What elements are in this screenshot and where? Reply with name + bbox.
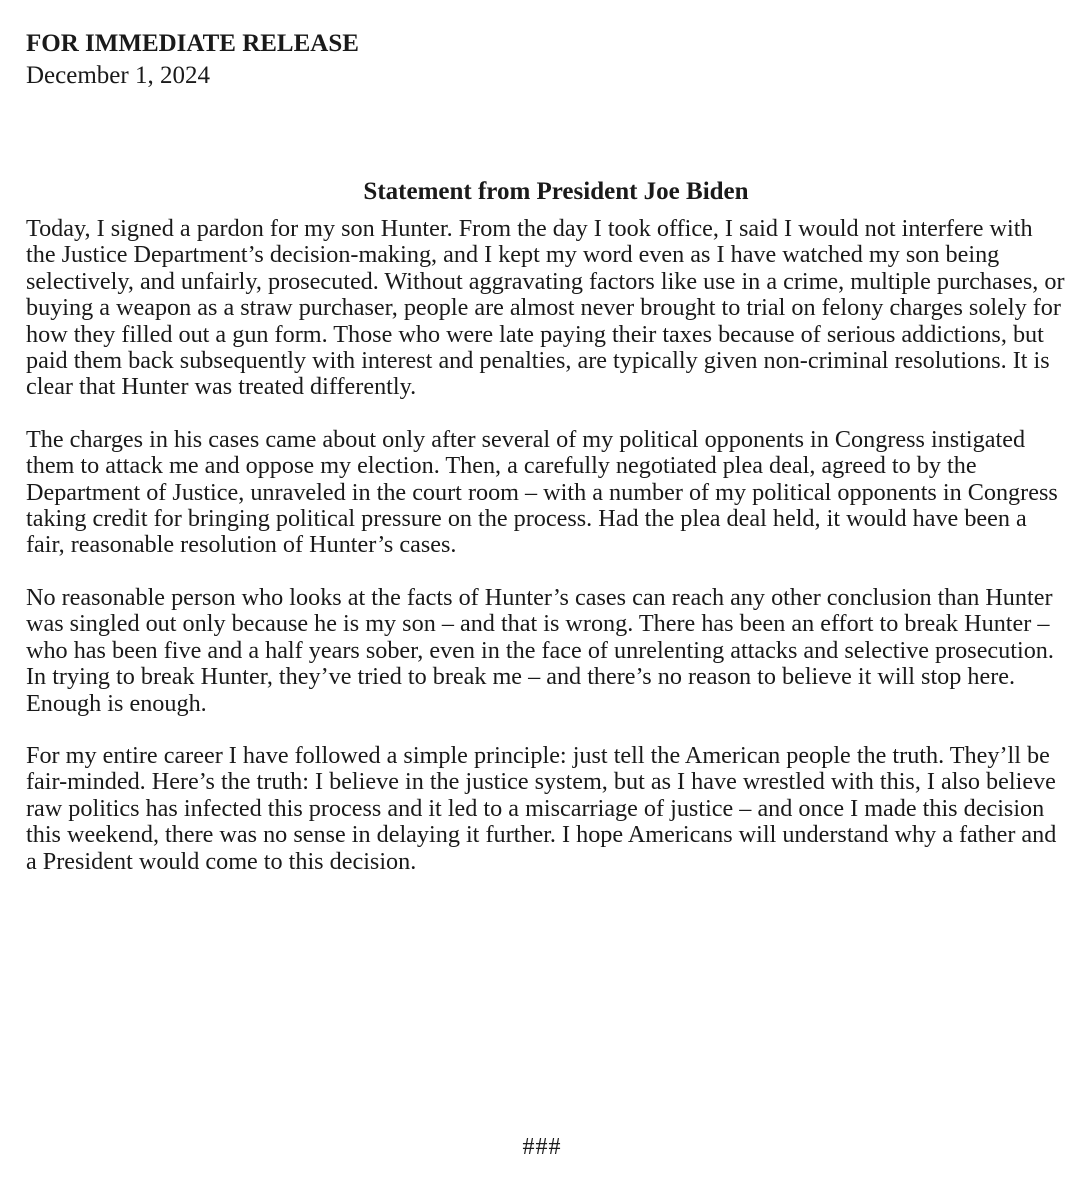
statement-paragraph-1: Today, I signed a pardon for my son Hunter. From the day I took office, I said I would not interfere with the Justice Department’s decision-making, and I kept my word even as I have watched my son being selectively, and unfairly, prosecuted. Without aggravating factors like use in a crime, multiple purchases, or buying a weapon as a straw purchaser, people are almost never brought to trial on felony charges solely for how they filled out a gun form. Those who were late paying their taxes because of serious addictions, but paid them back subsequently with interest and penalties, are typically given non-criminal resolutions. It is clear that Hunter was treated differently.	[26, 215, 1065, 401]
statement-paragraph-2: The charges in his cases came about only after several of my political opponents in Congress instigated them to attack me and oppose my election. Then, a carefully negotiated plea deal, agreed to by the Department of Justice, unraveled in the court room – with a number of my political opponents in Congress taking credit for bringing political pressure on the process. Had the plea deal held, it would have been a fair, reasonable resolution of Hunter’s cases.	[26, 425, 1058, 559]
release-label: FOR IMMEDIATE RELEASE	[26, 30, 359, 57]
statement-title: Statement from President Joe Biden	[363, 178, 749, 205]
end-of-release-mark: ###	[522, 1134, 562, 1160]
release-date: December 1, 2024	[26, 62, 210, 89]
statement-paragraph-4: For my entire career I have followed a simple principle: just tell the American people the truth. They’ll be fair-minded. Here’s the truth: I believe in the justice system, but as I have wrestled with this, I also believe raw politics has infected this process and it led to a miscarriage of justice – and once I made this decision this weekend, there was no sense in delaying it further. I hope Americans will understand why a father and a President would come to this decision.	[26, 741, 1057, 875]
press-release-document	[26, 28, 1066, 901]
statement-paragraph-3: No reasonable person who looks at the facts of Hunter’s cases can reach any other conclusion than Hunter was singled out only because he is my son – and that is wrong. There has been an effort to break Hunter – who has been five and a half years sober, even in the face of unrelenting attacks and selective prosecution. In trying to break Hunter, they’ve tried to break me – and there’s no reason to believe it will stop here. Enough is enough.	[26, 583, 1054, 717]
